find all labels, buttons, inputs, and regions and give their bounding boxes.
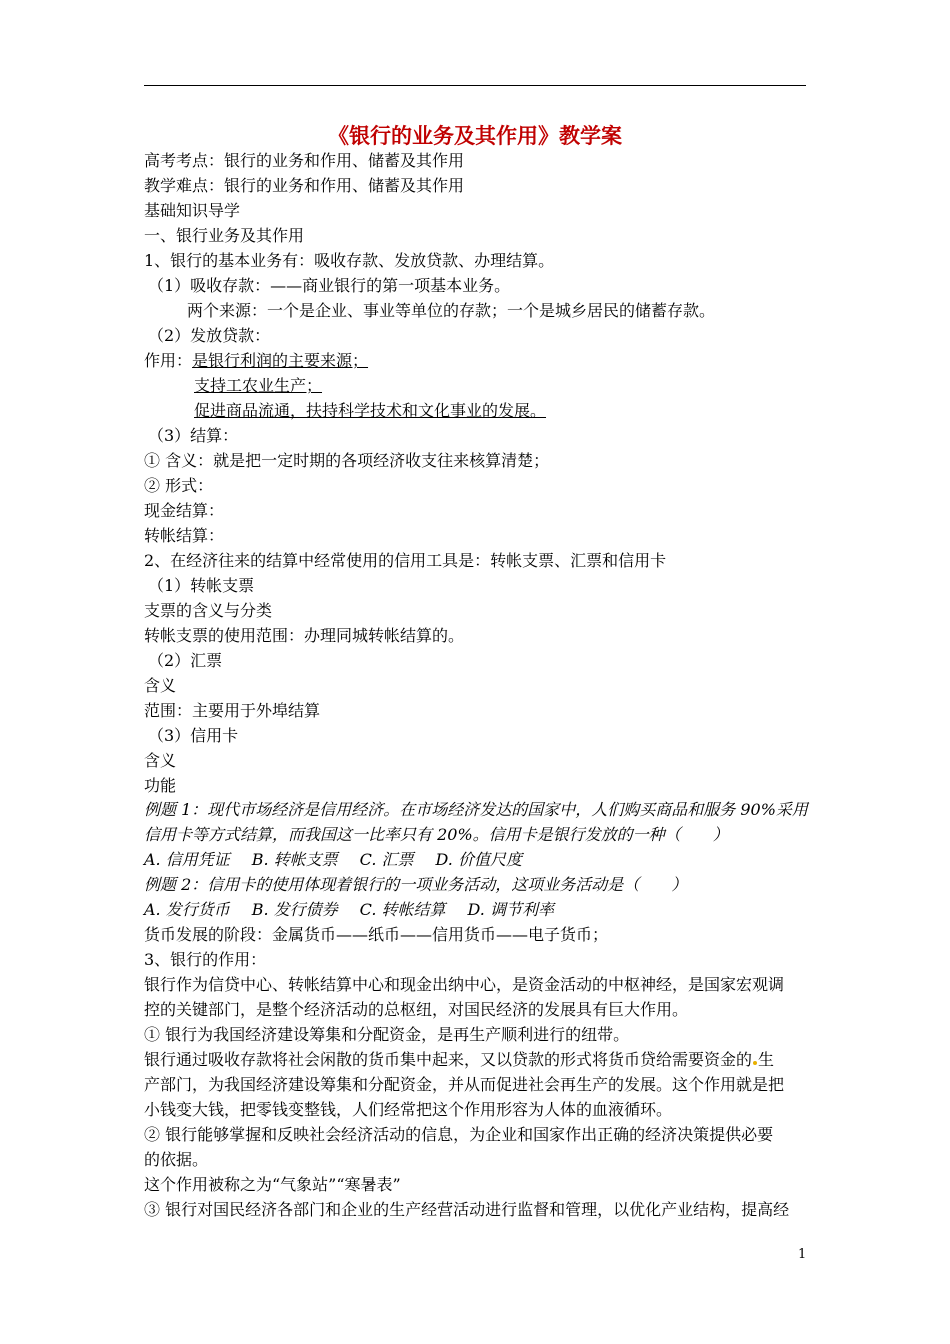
example-1-question: 例题 1：现代市场经济是信用经济。在市场经济发达的国家中，人们购买商品和服务 90%采用 <box>144 800 808 819</box>
paragraph-line: ③ 银行对国民经济各部门和企业的生产经营活动进行监督和管理，以优化产业结构，提高经 <box>144 1200 790 1219</box>
text-line: ② 形式： <box>144 476 214 495</box>
text-line: 功能 <box>144 776 177 795</box>
text-line: （3）信用卡 <box>148 726 239 745</box>
text-line: 支票的含义与分类 <box>144 601 273 620</box>
function-line <box>144 351 368 371</box>
text-line: （2）汇票 <box>148 651 223 670</box>
text-line: （2）发放贷款： <box>148 326 271 345</box>
text-line: 货币发展的阶段：金属货币——纸币——信用货币——电子货币； <box>144 925 609 944</box>
paragraph-text: 银行通过吸收存款将社会闲散的货币集中起来，又以贷款的形式将货币贷给需要资金的 <box>144 1050 753 1069</box>
text-line: 2、在经济往来的结算中经常使用的信用工具是：转帐支票、汇票和信用卡 <box>144 551 667 570</box>
header-rule <box>144 85 806 86</box>
text-line: 1、银行的基本业务有：吸收存款、发放贷款、办理结算。 <box>144 251 555 270</box>
option-d: D. 价值尺度 <box>435 850 522 869</box>
example-2-options <box>144 900 576 920</box>
paragraph-line: 控的关键部门，是整个经济活动的总枢纽，对国民经济的发展具有巨大作用。 <box>144 1000 689 1019</box>
function-item: 支持工农业生产； <box>194 376 323 395</box>
marker-dot <box>753 1061 757 1065</box>
section-one-heading: 一、银行业务及其作用 <box>144 226 305 245</box>
paragraph-line: ② 银行能够掌握和反映社会经济活动的信息，为企业和国家作出正确的经济决策提供必要 <box>144 1125 774 1144</box>
paragraph-line: 银行作为信贷中心、转帐结算中心和现金出纳中心，是资金活动的中枢神经，是国家宏观调 <box>144 975 785 994</box>
text-line: （3）结算： <box>148 426 239 445</box>
difficulty: 教学难点：银行的业务和作用、储蓄及其作用 <box>144 176 465 195</box>
section-heading: 基础知识导学 <box>144 201 241 220</box>
option-a: A. 发行货币 <box>144 900 230 919</box>
text-line: 含义 <box>144 676 177 695</box>
function-label: 作用： <box>144 351 193 370</box>
option-b: B. 转帐支票 <box>251 850 338 869</box>
option-d: D. 调节利率 <box>467 900 554 919</box>
text-line: 两个来源：一个是企业、事业等单位的存款；一个是城乡居民的储蓄存款。 <box>187 301 716 320</box>
paragraph-line: 小钱变大钱，把零钱变整钱，人们经常把这个作用形容为人体的血液循环。 <box>144 1100 673 1119</box>
text-line: ① 含义：就是把一定时期的各项经济收支往来核算清楚； <box>144 451 550 470</box>
example-1-question: 信用卡等方式结算，而我国这一比率只有 20%。信用卡是银行发放的一种（ ） <box>144 825 729 844</box>
example-1-options <box>144 850 544 870</box>
page-number: 1 <box>798 1247 807 1262</box>
paragraph-line: 的依据。 <box>144 1150 209 1169</box>
option-c: C. 汇票 <box>359 850 414 869</box>
text-line: 这个作用被称之为“气象站”“寒暑表” <box>144 1175 401 1194</box>
paragraph-line <box>144 1050 774 1070</box>
text-line: 3、银行的作用： <box>144 950 267 969</box>
paragraph-line: 产部门，为我国经济建设筹集和分配资金，并从而促进社会再生产的发展。这个作用就是把 <box>144 1075 785 1094</box>
text-line: 现金结算： <box>144 501 225 520</box>
text-line: 含义 <box>144 751 177 770</box>
document-title: 《银行的业务及其作用》教学案 <box>328 124 622 148</box>
function-item: 是银行利润的主要来源； <box>192 351 369 370</box>
exam-point: 高考考点：银行的业务和作用、储蓄及其作用 <box>144 151 465 170</box>
option-a: A. 信用凭证 <box>144 850 230 869</box>
text-line: 转帐结算： <box>144 526 225 545</box>
text-line: 转帐支票的使用范围：办理同城转帐结算的。 <box>144 626 465 645</box>
text-line: （1）转帐支票 <box>148 576 255 595</box>
example-2-question: 例题 2：信用卡的使用体现着银行的一项业务活动，这项业务活动是（ ） <box>144 875 688 894</box>
function-item: 促进商品流通，扶持科学技术和文化事业的发展。 <box>194 401 547 420</box>
paragraph-text: 生 <box>758 1050 775 1069</box>
text-line: ① 银行为我国经济建设筹集和分配资金，是再生产顺利进行的纽带。 <box>144 1025 630 1044</box>
text-line: 范围：主要用于外埠结算 <box>144 701 321 720</box>
option-b: B. 发行债券 <box>251 900 338 919</box>
option-c: C. 转帐结算 <box>359 900 446 919</box>
text-line: （1）吸收存款：——商业银行的第一项基本业务。 <box>148 276 511 295</box>
